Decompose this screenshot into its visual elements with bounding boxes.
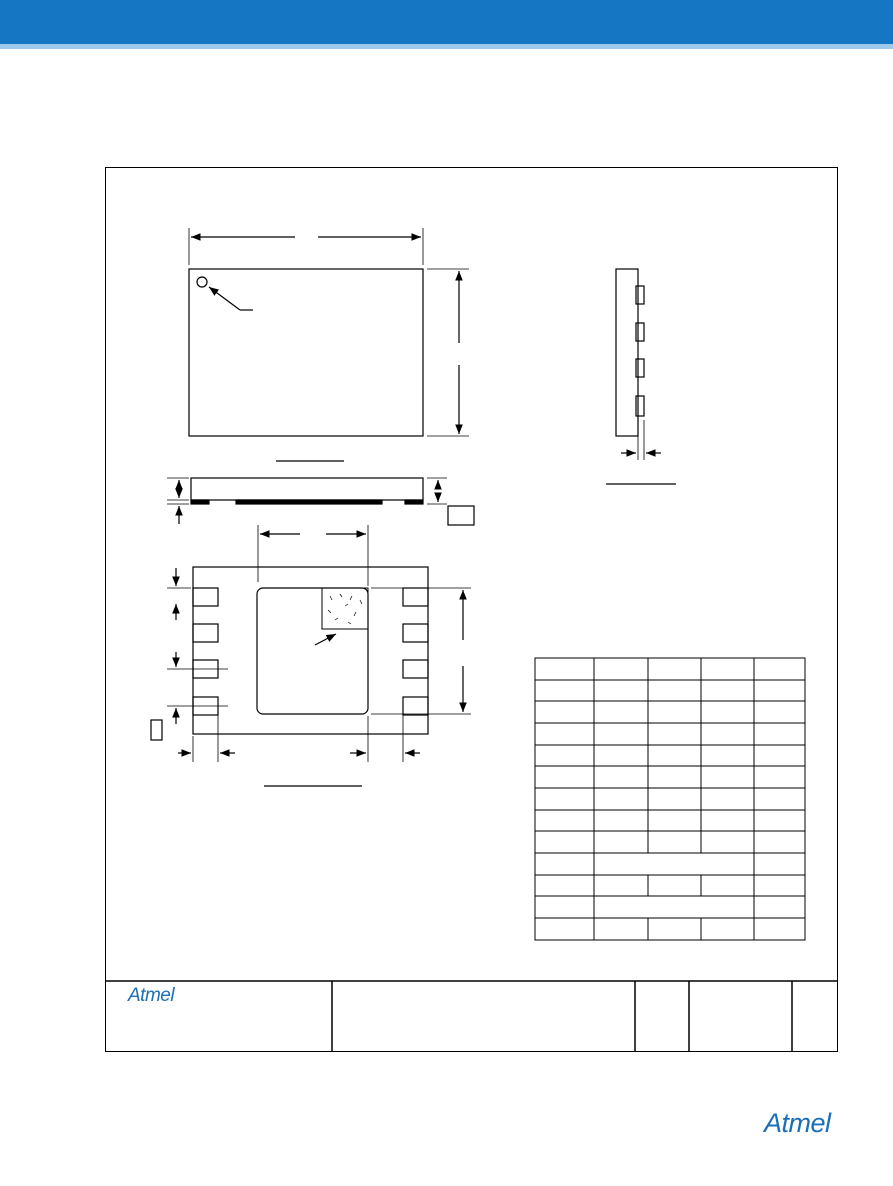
top-view-body	[189, 269, 423, 436]
bottom-view-body	[193, 567, 428, 734]
side-view	[167, 478, 474, 525]
side-view-body	[191, 478, 423, 500]
pin1-corner-arrow	[315, 634, 336, 645]
dimension-table	[535, 658, 805, 940]
title-block	[105, 981, 838, 1052]
pin1-marker	[197, 277, 207, 287]
bottom-view	[151, 525, 471, 786]
pad-2	[193, 624, 218, 642]
pad-7	[403, 624, 428, 642]
top-view	[189, 228, 469, 461]
datum-box	[448, 506, 474, 525]
pin1-corner-marker	[322, 588, 368, 629]
end-view	[606, 269, 676, 484]
pad-6	[403, 660, 428, 678]
exposed-pad	[257, 588, 368, 714]
pad-8	[403, 588, 428, 606]
pad-1	[193, 588, 218, 606]
footer-logo: Atmel	[764, 1108, 831, 1138]
pin1-leader-arrow	[209, 287, 240, 310]
title-block-logo: Atmel	[128, 985, 175, 1006]
pad-5	[403, 697, 428, 715]
end-view-body	[616, 269, 638, 436]
datum-box-small	[151, 720, 162, 740]
